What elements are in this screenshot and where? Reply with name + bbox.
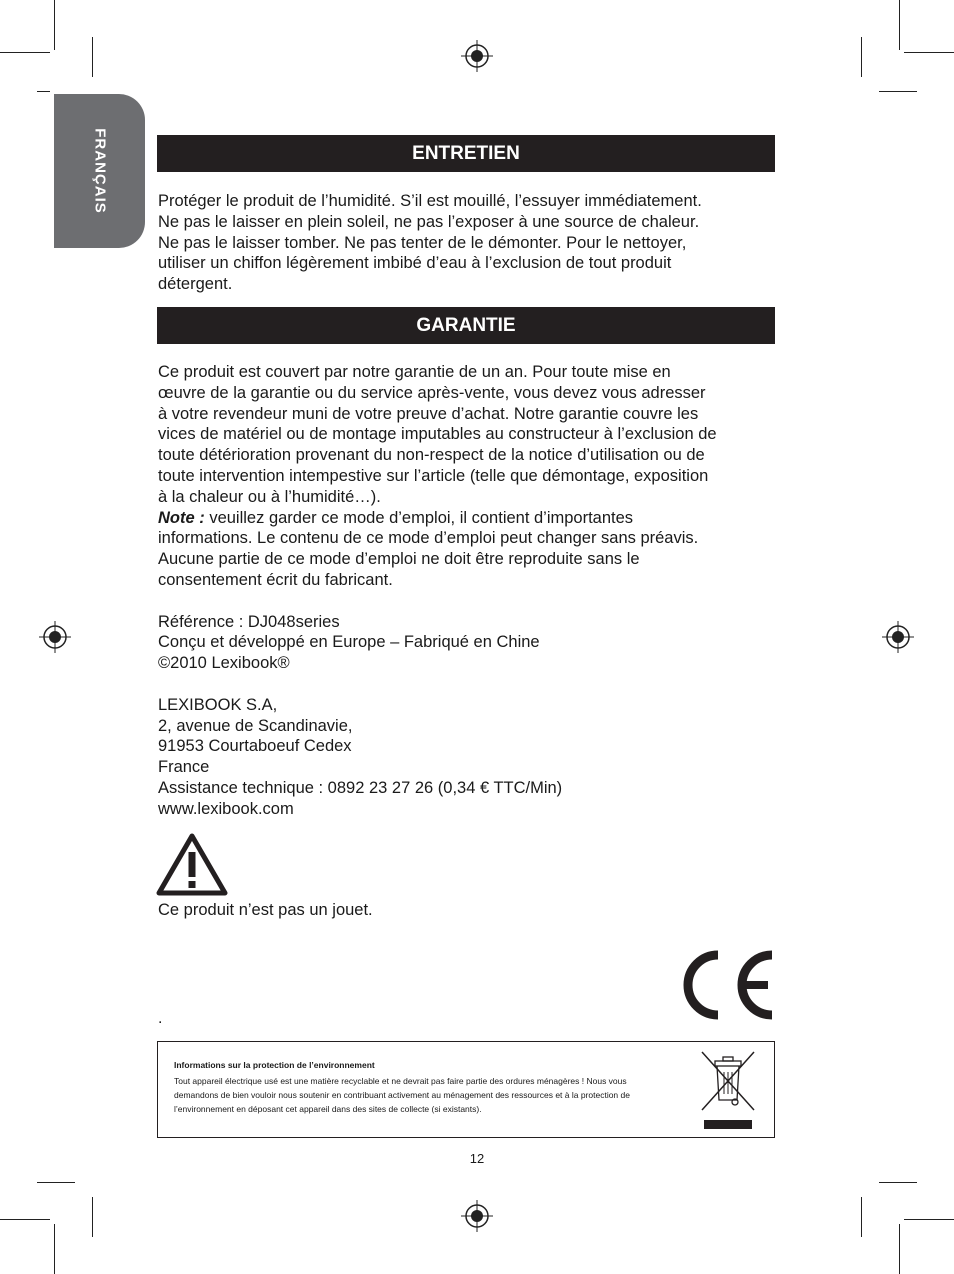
- page-number: 12: [469, 1151, 485, 1166]
- body-line: toute intervention intempestive sur l’article (telle que démontage, exposition: [158, 466, 709, 485]
- entretien-body: [158, 191, 778, 295]
- address-company: LEXIBOOK S.A,: [158, 695, 278, 714]
- crop-mark: [861, 37, 862, 77]
- warning-text: Ce produit n’est pas un jouet.: [158, 901, 373, 919]
- body-line: Protéger le produit de l’humidité. S’il est mouillé, l’essuyer immédiatement.: [158, 192, 702, 210]
- crop-mark: [879, 1182, 917, 1183]
- website-link[interactable]: www.lexibook.com: [158, 799, 294, 818]
- crop-mark: [54, 1224, 55, 1274]
- environment-text: [174, 1074, 679, 1116]
- body-line: à la chaleur ou à l’humidité…).: [158, 487, 381, 506]
- body-line: Ne pas le laisser en plein soleil, ne pas l’exposer à une source de chaleur.: [158, 212, 700, 231]
- body-line: toute détérioration provenant du non-respect de la notice d’utilisation ou de: [158, 446, 705, 465]
- crop-mark: [879, 91, 917, 92]
- section-header-entretien: [157, 135, 775, 172]
- body-line: vices de matériel ou de montage imputables au constructeur à l’exclusion de: [158, 425, 717, 444]
- crop-mark: [899, 0, 900, 50]
- environment-line: demandons de bien vouloir nous soutenir en contribuant activement au ménagement des ressources et à la protection de: [174, 1090, 630, 1100]
- body-line: œuvre de la garantie ou du service après-vente, vous devez vous adresser: [158, 383, 706, 402]
- body-line: à votre revendeur muni de votre preuve d’achat. Notre garantie couvre les: [158, 404, 699, 423]
- registration-mark-icon: [882, 621, 914, 653]
- note-line: [158, 508, 778, 529]
- language-tab-label: FRANÇAIS: [91, 128, 108, 214]
- section-header-garantie: [157, 307, 775, 344]
- body-line: détergent.: [158, 275, 233, 294]
- environment-line: l’environnement en déposant cet appareil dans des sites de collecte (si existants).: [174, 1104, 482, 1114]
- section-title: ENTRETIEN: [412, 142, 520, 164]
- language-tab: [54, 94, 145, 248]
- body-line: consentement écrit du fabricant.: [158, 570, 393, 589]
- body-line: Aucune partie de ce mode d’emploi ne doit être reproduite sans le: [158, 550, 640, 569]
- section-title: GARANTIE: [416, 314, 516, 336]
- ce-mark-icon: [672, 947, 778, 1023]
- note-text: veuillez garder ce mode d’emploi, il contient d’importantes: [204, 508, 634, 527]
- crop-mark: [904, 52, 954, 53]
- environment-info-box: [157, 1041, 775, 1138]
- support-phone: Assistance technique : 0892 23 27 26 (0,34 € TTC/Min): [158, 778, 563, 797]
- crop-mark: [0, 52, 50, 53]
- address-street: 2, avenue de Scandinavie,: [158, 716, 353, 735]
- garantie-body: [158, 362, 778, 820]
- stray-dot: .: [158, 1010, 163, 1027]
- registration-mark-icon: [461, 40, 493, 72]
- crop-mark: [0, 1219, 50, 1220]
- address-city: 91953 Courtaboeuf Cedex: [158, 737, 352, 756]
- crop-mark: [861, 1197, 862, 1237]
- body-line: Ne pas le laisser tomber. Ne pas tenter de le démonter. Pour le nettoyer,: [158, 233, 687, 252]
- crop-mark: [54, 0, 55, 50]
- crop-mark: [37, 91, 50, 92]
- body-line: utiliser un chiffon légèrement imbibé d’eau à l’exclusion de tout produit: [158, 254, 672, 273]
- warning-triangle-icon: [156, 832, 228, 896]
- environment-title: Informations sur la protection de l’environnement: [174, 1060, 375, 1070]
- crop-mark: [37, 1182, 75, 1183]
- crop-mark: [92, 37, 93, 77]
- copyright-line: ©2010 Lexibook®: [158, 654, 290, 673]
- reference-line: Référence : DJ048series: [158, 612, 340, 631]
- crop-mark: [899, 1224, 900, 1274]
- body-line: informations. Le contenu de ce mode d’emploi peut changer sans préavis.: [158, 529, 699, 548]
- environment-line: Tout appareil électrique usé est une matière recyclable et ne devrait pas faire partie des ordures ménagères ! Nous vous: [174, 1076, 627, 1086]
- registration-mark-icon: [39, 621, 71, 653]
- crop-mark: [92, 1197, 93, 1237]
- crossed-bin-icon: [698, 1048, 758, 1132]
- registration-mark-icon: [461, 1200, 493, 1232]
- origin-line: Conçu et développé en Europe – Fabriqué en Chine: [158, 633, 540, 652]
- body-line: Ce produit est couvert par notre garantie de un an. Pour toute mise en: [158, 363, 671, 381]
- note-label: Note :: [158, 508, 205, 527]
- address-country: France: [158, 758, 210, 777]
- crop-mark: [904, 1219, 954, 1220]
